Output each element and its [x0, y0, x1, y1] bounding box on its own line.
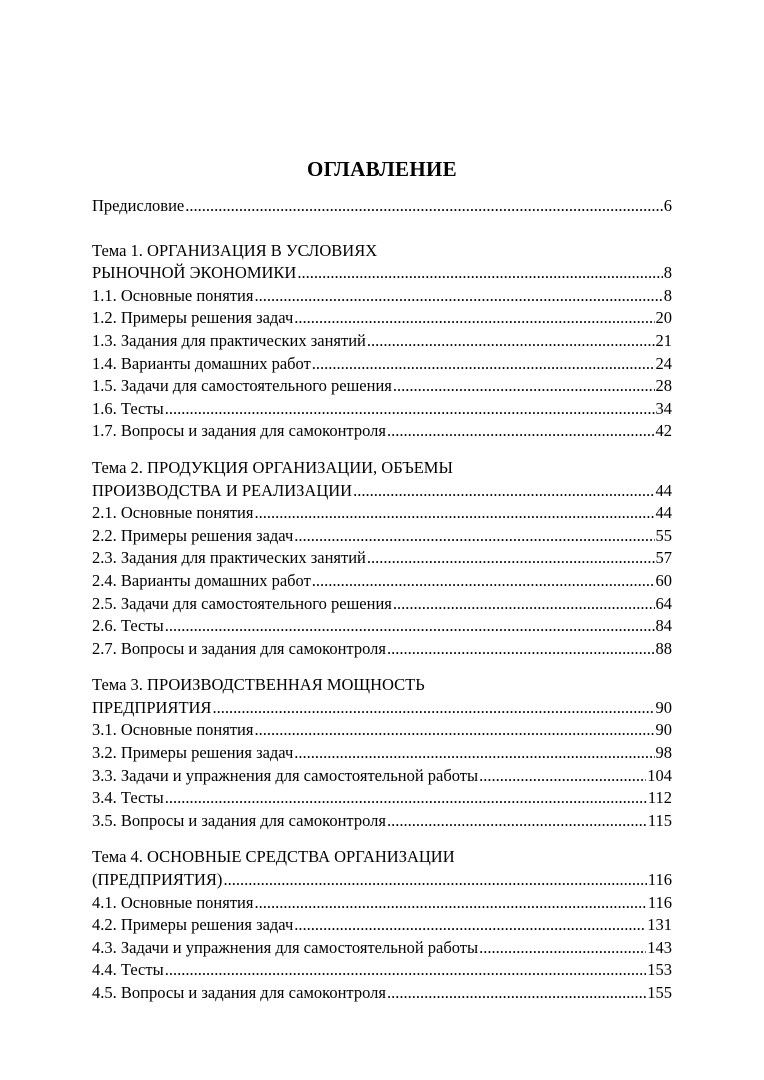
toc-entry-label: 4.2. Примеры решения задач: [92, 915, 294, 935]
dot-leader: [312, 353, 655, 376]
toc-entry-page: 24: [655, 353, 672, 373]
dot-leader: [254, 285, 662, 308]
dot-leader: [353, 480, 654, 503]
toc-entry[interactable]: [92, 810, 672, 833]
dot-leader: [367, 330, 655, 353]
toc-topic-heading-cont: ПРЕДПРИЯТИЯ: [92, 697, 212, 717]
table-of-contents: [92, 195, 672, 1005]
toc-entry-page: 34: [655, 398, 672, 418]
toc-entry-label: 1.7. Вопросы и задания для самоконтроля: [92, 421, 386, 441]
toc-entry[interactable]: [92, 330, 672, 353]
toc-entry[interactable]: [92, 420, 672, 443]
dot-leader: [165, 787, 647, 810]
toc-entry-page: 42: [655, 421, 672, 441]
dot-leader: [212, 697, 654, 720]
dot-leader: [254, 719, 654, 742]
toc-entry-page: 143: [647, 937, 672, 957]
toc-entry-page: 116: [647, 892, 672, 912]
toc-entry[interactable]: [92, 742, 672, 765]
toc-entry-page: 153: [647, 960, 672, 980]
dot-leader: [479, 937, 646, 960]
toc-topic-heading-line[interactable]: [92, 262, 672, 285]
toc-entry[interactable]: [92, 307, 672, 330]
toc-entry[interactable]: [92, 615, 672, 638]
toc-topic-heading-cont: ПРОИЗВОДСТВА И РЕАЛИЗАЦИИ: [92, 480, 353, 500]
toc-entry-label: Предисловие: [92, 196, 185, 215]
toc-entry-label: 2.5. Задачи для самостоятельного решения: [92, 593, 392, 613]
toc-entry-label: 2.4. Варианты домашних работ: [92, 570, 311, 590]
toc-topic-heading-cont: (ПРЕДПРИЯТИЯ): [92, 870, 223, 890]
toc-entry[interactable]: [92, 638, 672, 661]
toc-entry-label: 1.1. Основные понятия: [92, 285, 254, 305]
dot-leader: [165, 398, 655, 421]
toc-entry-label: 2.1. Основные понятия: [92, 503, 254, 523]
dot-leader: [297, 262, 662, 285]
toc-entry-label: 2.7. Вопросы и задания для самоконтроля: [92, 638, 386, 658]
toc-topic-4: [92, 846, 672, 1004]
toc-entry[interactable]: [92, 398, 672, 421]
toc-entry-page: 88: [655, 638, 672, 658]
toc-topic-1: [92, 240, 672, 443]
toc-entry[interactable]: [92, 959, 672, 982]
toc-entry[interactable]: [92, 285, 672, 308]
toc-entry-label: 4.3. Задачи и упражнения для самостоятельной работы: [92, 937, 479, 957]
dot-leader: [387, 982, 646, 1005]
toc-entry-label: 2.2. Примеры решения задач: [92, 525, 294, 545]
toc-topic-heading[interactable]: Тема 4. ОСНОВНЫЕ СРЕДСТВА ОРГАНИЗАЦИИ: [92, 847, 455, 867]
toc-topic-heading-line[interactable]: [92, 697, 672, 720]
toc-topic-2: [92, 457, 672, 660]
toc-entry-page: 8: [663, 263, 672, 283]
toc-entry-page: 90: [655, 697, 672, 717]
dot-leader: [393, 375, 655, 398]
dot-leader: [165, 959, 647, 982]
toc-entry-page: 6: [663, 196, 672, 215]
toc-entry[interactable]: [92, 914, 672, 937]
toc-entry[interactable]: [92, 765, 672, 788]
toc-topic-heading-line[interactable]: [92, 869, 672, 892]
toc-entry-label: 1.6. Тесты: [92, 398, 164, 418]
page-title: ОГЛАВЛЕНИЕ: [307, 157, 457, 181]
toc-entry-page: 44: [655, 503, 672, 523]
toc-entry-page: 64: [655, 593, 672, 613]
toc-entry[interactable]: [92, 525, 672, 548]
dot-leader: [387, 810, 647, 833]
toc-topic-heading-line[interactable]: [92, 480, 672, 503]
toc-entry-page: 155: [647, 983, 672, 1002]
dot-leader: [479, 765, 646, 788]
toc-entry-page: 55: [655, 525, 672, 545]
toc-entry-page: 112: [647, 788, 672, 808]
toc-entry-page: 104: [647, 765, 672, 785]
toc-entry[interactable]: [92, 502, 672, 525]
toc-entry[interactable]: [92, 547, 672, 570]
dot-leader: [387, 420, 655, 443]
dot-leader: [254, 502, 654, 525]
toc-entry[interactable]: [92, 593, 672, 616]
dot-leader: [223, 869, 646, 892]
toc-entry-label: 3.5. Вопросы и задания для самоконтроля: [92, 810, 386, 830]
dot-leader: [165, 615, 655, 638]
toc-topic-heading-cont: РЫНОЧНОЙ ЭКОНОМИКИ: [92, 263, 297, 283]
toc-entry-label: 3.3. Задачи и упражнения для самостоятельной работы: [92, 765, 479, 785]
toc-entry-preface[interactable]: [92, 195, 672, 218]
toc-topic-heading[interactable]: Тема 2. ПРОДУКЦИЯ ОРГАНИЗАЦИИ, ОБЪЕМЫ: [92, 457, 453, 477]
toc-entry-label: 4.4. Тесты: [92, 960, 164, 980]
toc-topic-heading[interactable]: Тема 1. ОРГАНИЗАЦИЯ В УСЛОВИЯХ: [92, 240, 378, 260]
dot-leader: [185, 195, 663, 218]
toc-entry[interactable]: [92, 570, 672, 593]
dot-leader: [367, 547, 655, 570]
toc-entry[interactable]: [92, 982, 672, 1005]
toc-entry-page: 131: [647, 915, 672, 935]
toc-entry-page: 116: [647, 870, 672, 890]
dot-leader: [294, 742, 654, 765]
toc-entry-label: 3.1. Основные понятия: [92, 720, 254, 740]
toc-entry-label: 1.4. Варианты домашних работ: [92, 353, 311, 373]
toc-topic-heading[interactable]: Тема 3. ПРОИЗВОДСТВЕННАЯ МОЩНОСТЬ: [92, 675, 425, 695]
toc-entry-page: 44: [655, 480, 672, 500]
toc-entry-page: 84: [655, 616, 672, 636]
toc-entry-page: 28: [655, 376, 672, 396]
toc-entry-label: 2.3. Задания для практических занятий: [92, 548, 366, 568]
toc-entry-label: 1.3. Задания для практических занятий: [92, 330, 366, 350]
toc-topic-3: [92, 674, 672, 832]
toc-entry[interactable]: [92, 353, 672, 376]
dot-leader: [393, 593, 655, 616]
toc-entry-page: 98: [655, 743, 672, 763]
toc-entry-label: 4.1. Основные понятия: [92, 892, 254, 912]
toc-entry-page: 8: [663, 285, 672, 305]
dot-leader: [294, 525, 654, 548]
toc-entry-page: 60: [655, 570, 672, 590]
toc-entry[interactable]: [92, 787, 672, 810]
toc-entry-page: 90: [655, 720, 672, 740]
toc-entry[interactable]: [92, 892, 672, 915]
toc-entry-label: 4.5. Вопросы и задания для самоконтроля: [92, 983, 386, 1002]
toc-entry-page: 57: [655, 548, 672, 568]
toc-entry-label: 1.2. Примеры решения задач: [92, 308, 294, 328]
toc-entry-label: 1.5. Задачи для самостоятельного решения: [92, 376, 392, 396]
dot-leader: [254, 892, 646, 915]
toc-entry[interactable]: [92, 937, 672, 960]
dot-leader: [294, 914, 646, 937]
toc-entry-label: 2.6. Тесты: [92, 616, 164, 636]
dot-leader: [312, 570, 655, 593]
toc-entry-label: 3.2. Примеры решения задач: [92, 743, 294, 763]
toc-entry-page: 20: [655, 308, 672, 328]
toc-entry-page: 21: [655, 330, 672, 350]
dot-leader: [294, 307, 654, 330]
toc-entry[interactable]: [92, 719, 672, 742]
toc-entry-label: 3.4. Тесты: [92, 788, 164, 808]
toc-entry[interactable]: [92, 375, 672, 398]
dot-leader: [387, 638, 655, 661]
toc-entry-page: 115: [647, 810, 672, 830]
